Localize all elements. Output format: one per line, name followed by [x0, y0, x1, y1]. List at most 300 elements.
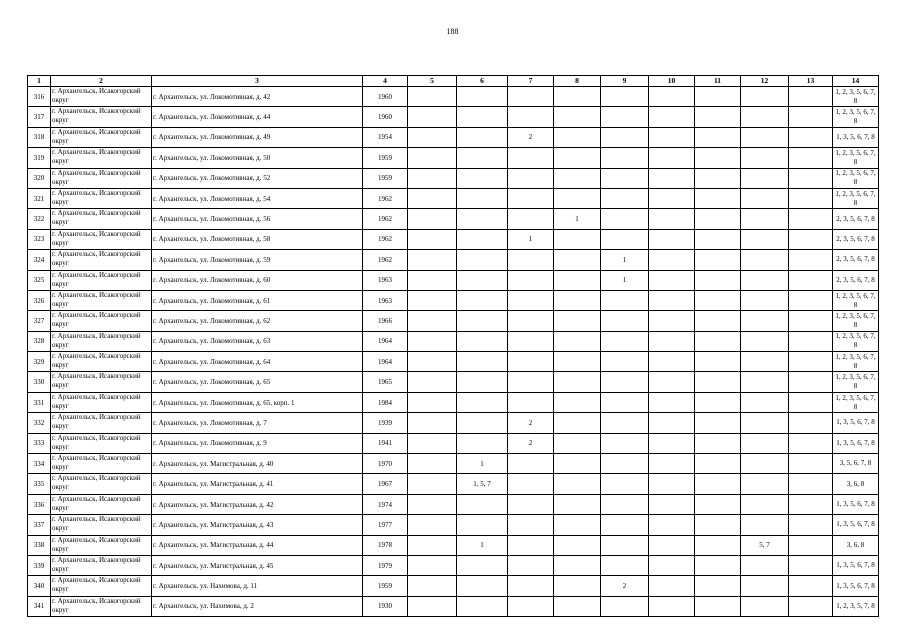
year-cell: 1979 — [363, 555, 408, 575]
col11-cell — [695, 290, 741, 310]
col8-cell — [554, 372, 601, 392]
column-header-6: 6 — [457, 76, 508, 87]
column-header-3: 3 — [152, 76, 363, 87]
address-cell: г. Архангельск, ул. Локомотивная, д. 60 — [152, 270, 363, 290]
col10-cell — [649, 433, 695, 453]
col11-cell — [695, 148, 741, 168]
col6-cell — [457, 515, 508, 535]
col11-cell — [695, 494, 741, 514]
col7-cell: 2 — [508, 127, 554, 147]
col13-cell — [789, 352, 833, 372]
col6-cell: 1 — [457, 454, 508, 474]
col5-cell — [408, 188, 457, 208]
year-cell: 1966 — [363, 311, 408, 331]
address-cell: г. Архангельск, ул. Локомотивная, д. 9 — [152, 433, 363, 453]
col14-cell: 2, 3, 5, 6, 7, 8 — [833, 250, 879, 270]
year-cell: 1962 — [363, 188, 408, 208]
col8-cell — [554, 392, 601, 412]
district-cell: г. Архангельск, Исакогорский округ — [51, 474, 152, 494]
col12-cell — [741, 413, 789, 433]
col11-cell — [695, 372, 741, 392]
district-cell: г. Архангельск, Исакогорский округ — [51, 494, 152, 514]
address-cell: г. Архангельск, ул. Магистральная, д. 41 — [152, 474, 363, 494]
table-row — [28, 494, 879, 514]
col13-cell — [789, 290, 833, 310]
address-cell: г. Архангельск, ул. Магистральная, д. 42 — [152, 494, 363, 514]
col10-cell — [649, 229, 695, 249]
column-header-13: 13 — [789, 76, 833, 87]
row-number: 338 — [28, 535, 51, 555]
col10-cell — [649, 413, 695, 433]
column-header-12: 12 — [741, 76, 789, 87]
col8-cell — [554, 87, 601, 107]
year-cell: 1964 — [363, 331, 408, 351]
col10-cell — [649, 494, 695, 514]
year-cell: 1967 — [363, 474, 408, 494]
col10-cell — [649, 311, 695, 331]
col7-cell — [508, 87, 554, 107]
col12-cell — [741, 107, 789, 127]
district-cell: г. Архангельск, Исакогорский округ — [51, 168, 152, 188]
page-number: 188 — [446, 27, 459, 36]
col8-cell — [554, 596, 601, 616]
col8-cell — [554, 148, 601, 168]
table-row — [28, 454, 879, 474]
col9-cell — [601, 515, 649, 535]
col7-cell — [508, 474, 554, 494]
col6-cell — [457, 229, 508, 249]
address-cell: г. Архангельск, ул. Локомотивная, д. 64 — [152, 352, 363, 372]
row-number: 317 — [28, 107, 51, 127]
col5-cell — [408, 148, 457, 168]
col14-cell: 1, 2, 3, 5, 6, 7, 8 — [833, 392, 879, 412]
district-cell: г. Архангельск, Исакогорский округ — [51, 290, 152, 310]
col14-cell: 1, 3, 5, 6, 7, 8 — [833, 127, 879, 147]
col13-cell — [789, 107, 833, 127]
col13-cell — [789, 209, 833, 229]
col7-cell — [508, 494, 554, 514]
address-cell: г. Архангельск, ул. Локомотивная, д. 44 — [152, 107, 363, 127]
col9-cell — [601, 474, 649, 494]
col12-cell — [741, 148, 789, 168]
district-cell: г. Архангельск, Исакогорский округ — [51, 596, 152, 616]
row-number: 323 — [28, 229, 51, 249]
col8-cell — [554, 168, 601, 188]
column-header-2: 2 — [51, 76, 152, 87]
col8-cell — [554, 127, 601, 147]
column-header-9: 9 — [601, 76, 649, 87]
col7-cell — [508, 148, 554, 168]
col8-cell: 1 — [554, 209, 601, 229]
row-number: 326 — [28, 290, 51, 310]
col13-cell — [789, 433, 833, 453]
col14-cell: 1, 3, 5, 6, 7, 8 — [833, 555, 879, 575]
col5-cell — [408, 311, 457, 331]
table-row — [28, 127, 879, 147]
col13-cell — [789, 229, 833, 249]
col7-cell — [508, 596, 554, 616]
district-cell: г. Архангельск, Исакогорский округ — [51, 372, 152, 392]
col5-cell — [408, 229, 457, 249]
col7-cell — [508, 107, 554, 127]
col11-cell — [695, 270, 741, 290]
col14-cell: 1, 3, 5, 6, 7, 8 — [833, 494, 879, 514]
col6-cell — [457, 87, 508, 107]
col9-cell: 2 — [601, 576, 649, 596]
district-cell: г. Архангельск, Исакогорский округ — [51, 555, 152, 575]
col11-cell — [695, 352, 741, 372]
col9-cell — [601, 555, 649, 575]
col5-cell — [408, 494, 457, 514]
col11-cell — [695, 188, 741, 208]
address-cell: г. Архангельск, ул. Локомотивная, д. 59 — [152, 250, 363, 270]
year-cell: 1970 — [363, 454, 408, 474]
table-row — [28, 107, 879, 127]
district-cell: г. Архангельск, Исакогорский округ — [51, 127, 152, 147]
col5-cell — [408, 433, 457, 453]
column-header-11: 11 — [695, 76, 741, 87]
district-cell: г. Архангельск, Исакогорский округ — [51, 107, 152, 127]
row-number: 339 — [28, 555, 51, 575]
col13-cell — [789, 596, 833, 616]
col14-cell: 2, 3, 5, 6, 7, 8 — [833, 229, 879, 249]
col11-cell — [695, 515, 741, 535]
col10-cell — [649, 474, 695, 494]
table-row — [28, 392, 879, 412]
col5-cell — [408, 107, 457, 127]
col12-cell — [741, 331, 789, 351]
table-row — [28, 87, 879, 107]
col14-cell: 1, 3, 5, 6, 7, 8 — [833, 413, 879, 433]
col9-cell — [601, 413, 649, 433]
col14-cell: 3, 6, 8 — [833, 535, 879, 555]
col5-cell — [408, 596, 457, 616]
col7-cell — [508, 311, 554, 331]
col10-cell — [649, 515, 695, 535]
col12-cell — [741, 454, 789, 474]
address-cell: г. Архангельск, ул. Локомотивная, д. 58 — [152, 229, 363, 249]
col6-cell — [457, 127, 508, 147]
col9-cell — [601, 87, 649, 107]
col6-cell — [457, 270, 508, 290]
row-number: 332 — [28, 413, 51, 433]
col13-cell — [789, 474, 833, 494]
col10-cell — [649, 352, 695, 372]
col11-cell — [695, 392, 741, 412]
row-number: 331 — [28, 392, 51, 412]
year-cell: 1954 — [363, 127, 408, 147]
col9-cell — [601, 168, 649, 188]
address-cell: г. Архангельск, ул. Локомотивная, д. 65, корп. 1 — [152, 392, 363, 412]
col9-cell — [601, 352, 649, 372]
district-cell: г. Архангельск, Исакогорский округ — [51, 148, 152, 168]
col7-cell — [508, 188, 554, 208]
col12-cell — [741, 168, 789, 188]
row-number: 324 — [28, 250, 51, 270]
col12-cell — [741, 433, 789, 453]
year-cell: 1974 — [363, 494, 408, 514]
col9-cell — [601, 433, 649, 453]
col7-cell — [508, 392, 554, 412]
col10-cell — [649, 392, 695, 412]
col8-cell — [554, 454, 601, 474]
col14-cell: 1, 2, 3, 5, 6, 7, 8 — [833, 311, 879, 331]
col13-cell — [789, 372, 833, 392]
col9-cell — [601, 290, 649, 310]
col12-cell — [741, 250, 789, 270]
row-number: 322 — [28, 209, 51, 229]
col5-cell — [408, 250, 457, 270]
col9-cell — [601, 148, 649, 168]
district-cell: г. Архангельск, Исакогорский округ — [51, 331, 152, 351]
row-number: 334 — [28, 454, 51, 474]
col11-cell — [695, 311, 741, 331]
row-number: 329 — [28, 352, 51, 372]
col12-cell: 5, 7 — [741, 535, 789, 555]
address-cell: г. Архангельск, ул. Локомотивная, д. 49 — [152, 127, 363, 147]
table-row — [28, 209, 879, 229]
col11-cell — [695, 229, 741, 249]
col12-cell — [741, 352, 789, 372]
address-cell: г. Архангельск, ул. Магистральная, д. 44 — [152, 535, 363, 555]
col11-cell — [695, 535, 741, 555]
district-cell: г. Архангельск, Исакогорский округ — [51, 250, 152, 270]
col13-cell — [789, 555, 833, 575]
col8-cell — [554, 433, 601, 453]
col8-cell — [554, 311, 601, 331]
col7-cell — [508, 555, 554, 575]
table-row — [28, 331, 879, 351]
table-row — [28, 270, 879, 290]
district-cell: г. Архангельск, Исакогорский округ — [51, 209, 152, 229]
year-cell: 1930 — [363, 596, 408, 616]
col8-cell — [554, 515, 601, 535]
col13-cell — [789, 188, 833, 208]
table-row — [28, 229, 879, 249]
year-cell: 1939 — [363, 413, 408, 433]
col8-cell — [554, 270, 601, 290]
address-cell: г. Архангельск, ул. Локомотивная, д. 7 — [152, 413, 363, 433]
col12-cell — [741, 209, 789, 229]
col9-cell — [601, 127, 649, 147]
column-header-8: 8 — [554, 76, 601, 87]
col10-cell — [649, 127, 695, 147]
col12-cell — [741, 474, 789, 494]
col6-cell — [457, 494, 508, 514]
year-cell: 1984 — [363, 392, 408, 412]
district-cell: г. Архангельск, Исакогорский округ — [51, 433, 152, 453]
column-header-7: 7 — [508, 76, 554, 87]
district-cell: г. Архангельск, Исакогорский округ — [51, 535, 152, 555]
year-cell: 1963 — [363, 290, 408, 310]
col10-cell — [649, 168, 695, 188]
col9-cell — [601, 596, 649, 616]
col9-cell — [601, 229, 649, 249]
col12-cell — [741, 596, 789, 616]
year-cell: 1964 — [363, 352, 408, 372]
col10-cell — [649, 290, 695, 310]
row-number: 337 — [28, 515, 51, 535]
col13-cell — [789, 392, 833, 412]
col13-cell — [789, 413, 833, 433]
column-header-14: 14 — [833, 76, 879, 87]
col13-cell — [789, 535, 833, 555]
table-row — [28, 576, 879, 596]
col7-cell: 2 — [508, 433, 554, 453]
year-cell: 1959 — [363, 168, 408, 188]
col5-cell — [408, 535, 457, 555]
col7-cell — [508, 576, 554, 596]
col6-cell — [457, 596, 508, 616]
col9-cell — [601, 107, 649, 127]
row-number: 341 — [28, 596, 51, 616]
col14-cell: 1, 2, 3, 5, 6, 7, 8 — [833, 331, 879, 351]
col12-cell — [741, 127, 789, 147]
row-number: 318 — [28, 127, 51, 147]
col13-cell — [789, 148, 833, 168]
district-cell: г. Архангельск, Исакогорский округ — [51, 229, 152, 249]
row-number: 328 — [28, 331, 51, 351]
col6-cell — [457, 413, 508, 433]
district-cell: г. Архангельск, Исакогорский округ — [51, 311, 152, 331]
col5-cell — [408, 372, 457, 392]
col9-cell — [601, 209, 649, 229]
col5-cell — [408, 352, 457, 372]
col10-cell — [649, 107, 695, 127]
col10-cell — [649, 535, 695, 555]
col14-cell: 1, 3, 5, 6, 7, 8 — [833, 515, 879, 535]
address-cell: г. Архангельск, ул. Магистральная, д. 43 — [152, 515, 363, 535]
row-number: 336 — [28, 494, 51, 514]
col9-cell — [601, 494, 649, 514]
col10-cell — [649, 454, 695, 474]
table-row — [28, 535, 879, 555]
col14-cell: 1, 2, 3, 5, 6, 7, 8 — [833, 290, 879, 310]
col8-cell — [554, 474, 601, 494]
col5-cell — [408, 209, 457, 229]
col5-cell — [408, 87, 457, 107]
table-row — [28, 413, 879, 433]
col9-cell — [601, 311, 649, 331]
year-cell: 1963 — [363, 270, 408, 290]
col6-cell — [457, 392, 508, 412]
col8-cell — [554, 555, 601, 575]
col6-cell — [457, 311, 508, 331]
district-cell: г. Архангельск, Исакогорский округ — [51, 576, 152, 596]
col5-cell — [408, 331, 457, 351]
table-row — [28, 515, 879, 535]
header-row — [28, 76, 879, 87]
col11-cell — [695, 474, 741, 494]
col6-cell — [457, 209, 508, 229]
year-cell: 1959 — [363, 148, 408, 168]
col14-cell: 2, 3, 5, 6, 7, 8 — [833, 270, 879, 290]
row-number: 335 — [28, 474, 51, 494]
col9-cell — [601, 188, 649, 208]
col12-cell — [741, 87, 789, 107]
address-cell: г. Архангельск, ул. Локомотивная, д. 61 — [152, 290, 363, 310]
address-cell: г. Архангельск, ул. Магистральная, д. 45 — [152, 555, 363, 575]
col9-cell — [601, 372, 649, 392]
table-body — [28, 87, 879, 617]
column-header-10: 10 — [649, 76, 695, 87]
col7-cell — [508, 352, 554, 372]
col14-cell: 1, 2, 3, 5, 6, 7, 8 — [833, 107, 879, 127]
table-row — [28, 555, 879, 575]
row-number: 320 — [28, 168, 51, 188]
col6-cell: 1, 5, 7 — [457, 474, 508, 494]
col8-cell — [554, 250, 601, 270]
col7-cell — [508, 331, 554, 351]
col11-cell — [695, 107, 741, 127]
row-number: 321 — [28, 188, 51, 208]
col11-cell — [695, 454, 741, 474]
col8-cell — [554, 352, 601, 372]
address-cell: г. Архангельск, ул. Нахимова, д. 11 — [152, 576, 363, 596]
col13-cell — [789, 311, 833, 331]
address-cell: г. Архангельск, ул. Локомотивная, д. 63 — [152, 331, 363, 351]
row-number: 327 — [28, 311, 51, 331]
table-row — [28, 433, 879, 453]
col5-cell — [408, 413, 457, 433]
column-header-4: 4 — [363, 76, 408, 87]
col14-cell: 1, 2, 3, 5, 6, 7, 8 — [833, 352, 879, 372]
col11-cell — [695, 576, 741, 596]
year-cell: 1960 — [363, 87, 408, 107]
row-number: 319 — [28, 148, 51, 168]
col6-cell — [457, 352, 508, 372]
address-cell: г. Архангельск, ул. Локомотивная, д. 54 — [152, 188, 363, 208]
col5-cell — [408, 270, 457, 290]
col9-cell: 1 — [601, 250, 649, 270]
col10-cell — [649, 372, 695, 392]
col11-cell — [695, 555, 741, 575]
col5-cell — [408, 474, 457, 494]
col12-cell — [741, 188, 789, 208]
col10-cell — [649, 250, 695, 270]
column-header-5: 5 — [408, 76, 457, 87]
table-row — [28, 372, 879, 392]
col13-cell — [789, 250, 833, 270]
col7-cell — [508, 454, 554, 474]
col9-cell — [601, 454, 649, 474]
col5-cell — [408, 515, 457, 535]
col9-cell — [601, 392, 649, 412]
address-cell: г. Архангельск, ул. Локомотивная, д. 62 — [152, 311, 363, 331]
col8-cell — [554, 229, 601, 249]
row-number: 340 — [28, 576, 51, 596]
district-cell: г. Архангельск, Исакогорский округ — [51, 270, 152, 290]
row-number: 316 — [28, 87, 51, 107]
col10-cell — [649, 596, 695, 616]
col11-cell — [695, 596, 741, 616]
table-row — [28, 148, 879, 168]
col9-cell: 1 — [601, 270, 649, 290]
col7-cell — [508, 270, 554, 290]
district-cell: г. Архангельск, Исакогорский округ — [51, 392, 152, 412]
col7-cell — [508, 290, 554, 310]
col13-cell — [789, 576, 833, 596]
row-number: 325 — [28, 270, 51, 290]
row-number: 333 — [28, 433, 51, 453]
table-row — [28, 250, 879, 270]
col5-cell — [408, 392, 457, 412]
col14-cell: 3, 5, 6, 7, 8 — [833, 454, 879, 474]
col6-cell — [457, 372, 508, 392]
district-cell: г. Архангельск, Исакогорский округ — [51, 515, 152, 535]
col7-cell — [508, 250, 554, 270]
col5-cell — [408, 168, 457, 188]
